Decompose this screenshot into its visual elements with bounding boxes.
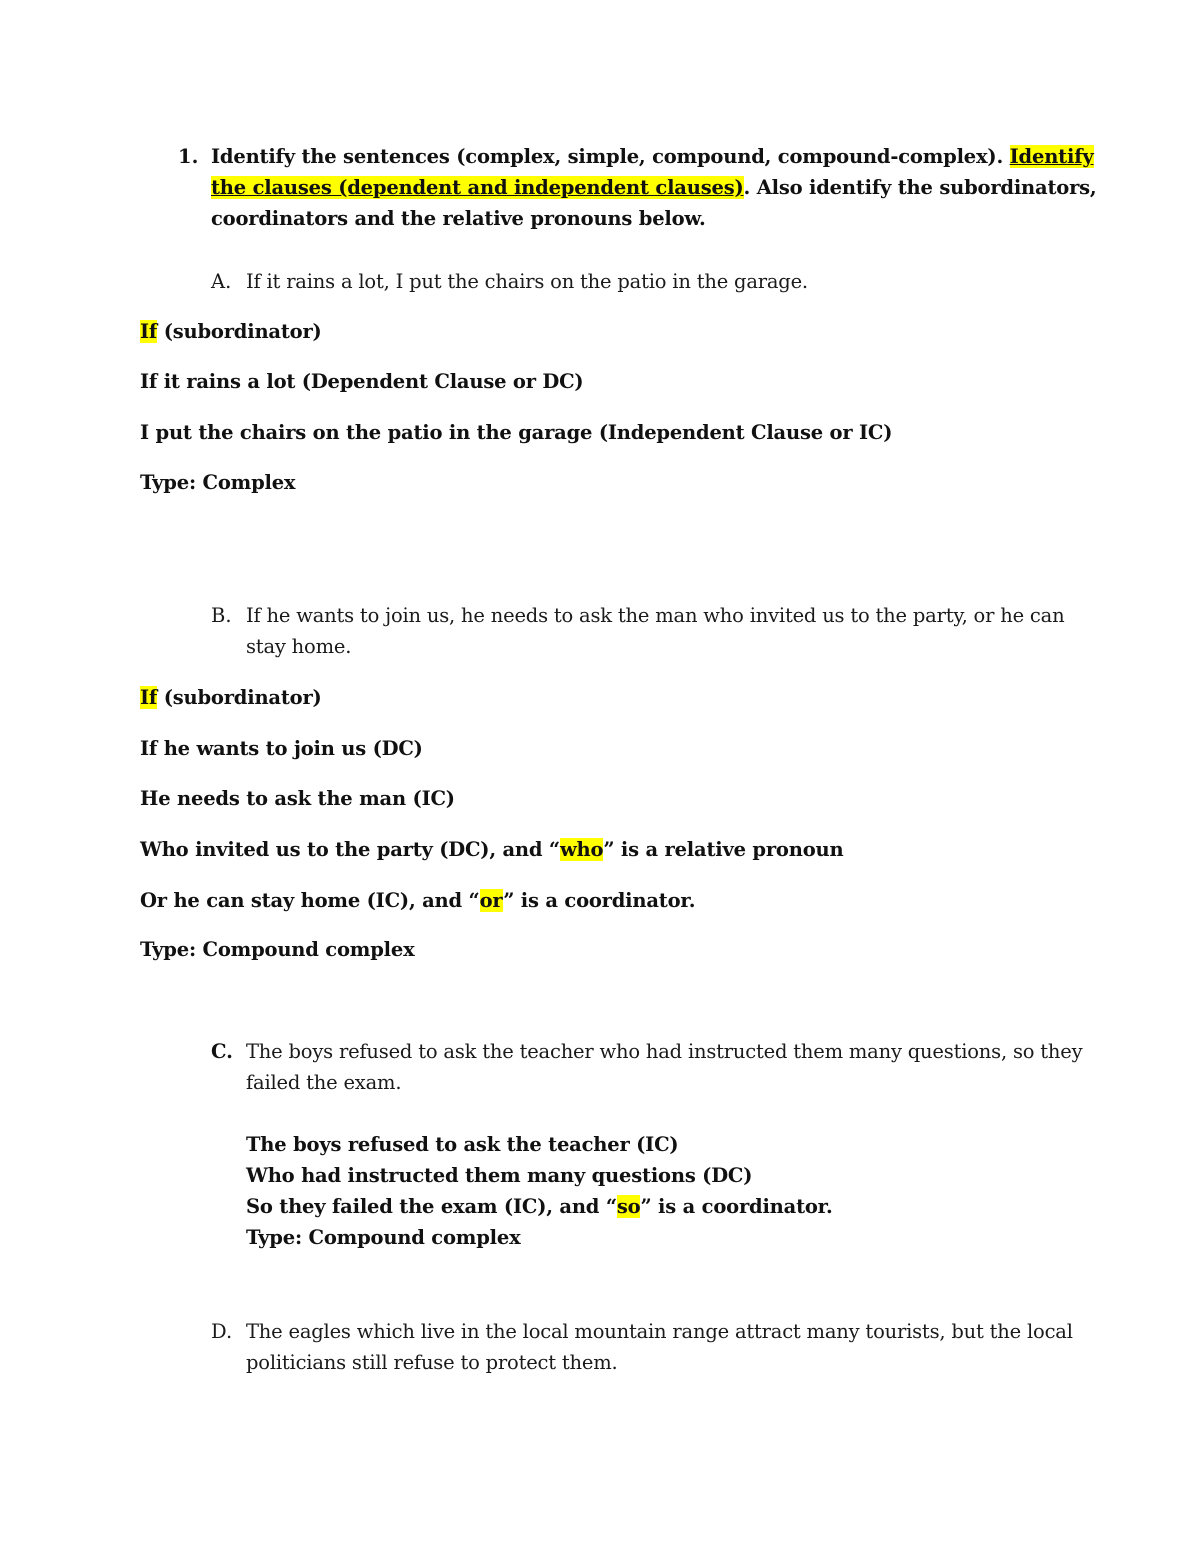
item-c-marker: C.: [211, 1040, 233, 1063]
answer-text: (subordinator): [157, 320, 322, 343]
item-a-answer-3: I put the chairs on the patio in the garage (Independent Clause or IC): [140, 421, 893, 444]
item-d-marker: D.: [211, 1320, 233, 1343]
question-line-1: [211, 145, 1094, 168]
answer-text: Who invited us to the party (DC), and “: [140, 838, 560, 861]
item-a-type: Type: Complex: [140, 471, 296, 494]
highlight-text: who: [559, 838, 604, 861]
highlight-text: or: [479, 889, 504, 912]
item-b-answer-1: [140, 686, 322, 709]
item-c-answer-1: The boys refused to ask the teacher (IC): [246, 1133, 679, 1156]
item-b-sentence-2: stay home.: [246, 635, 352, 658]
item-b-marker: B.: [211, 604, 232, 627]
item-c-answer-2: Who had instructed them many questions (DC): [246, 1164, 753, 1187]
question-line-3: [211, 207, 706, 230]
item-d-sentence-1: The eagles which live in the local mountain range attract many tourists, but the local: [246, 1320, 1073, 1343]
item-c-answer-3: [246, 1195, 833, 1218]
item-c-sentence-1: The boys refused to ask the teacher who had instructed them many questions, so they: [246, 1040, 1083, 1063]
item-a-sentence: If it rains a lot, I put the chairs on the patio in the garage.: [246, 270, 808, 293]
answer-text: ” is a coordinator.: [503, 889, 696, 912]
item-a-answer-2: If it rains a lot (Dependent Clause or DC): [140, 370, 584, 393]
item-d-sentence-2: politicians still refuse to protect them.: [246, 1351, 618, 1374]
answer-text: (subordinator): [157, 686, 322, 709]
answer-text: Or he can stay home (IC), and “: [140, 889, 480, 912]
question-text: . Also identify the subordinators,: [743, 176, 1097, 199]
question-text: coordinators and the relative pronouns below.: [211, 207, 706, 230]
question-line-2: [211, 176, 1097, 199]
item-b-answer-2: If he wants to join us (DC): [140, 737, 423, 760]
item-b-answer-3: He needs to ask the man (IC): [140, 787, 455, 810]
highlight-text: so: [616, 1195, 641, 1218]
item-b-answer-5: [140, 889, 695, 912]
question-number: 1.: [178, 145, 199, 168]
highlight-text: the clauses (dependent and independent clauses): [211, 176, 744, 199]
highlight-text: If: [140, 320, 158, 343]
answer-text: ” is a relative pronoun: [603, 838, 844, 861]
item-b-answer-4: [140, 838, 843, 861]
item-b-type: Type: Compound complex: [140, 938, 415, 961]
item-b-sentence-1: If he wants to join us, he needs to ask the man who invited us to the party, or he can: [246, 604, 1065, 627]
item-c-sentence-2: failed the exam.: [246, 1071, 402, 1094]
highlight-text: Identify: [1009, 145, 1094, 168]
item-a-answer-1: [140, 320, 322, 343]
answer-text: So they failed the exam (IC), and “: [246, 1195, 617, 1218]
item-a-marker: A.: [211, 270, 232, 293]
answer-text: ” is a coordinator.: [640, 1195, 833, 1218]
question-text: Identify the sentences (complex, simple, compound, compound-complex).: [211, 145, 1010, 168]
item-c-type: Type: Compound complex: [246, 1226, 521, 1249]
highlight-text: If: [140, 686, 158, 709]
